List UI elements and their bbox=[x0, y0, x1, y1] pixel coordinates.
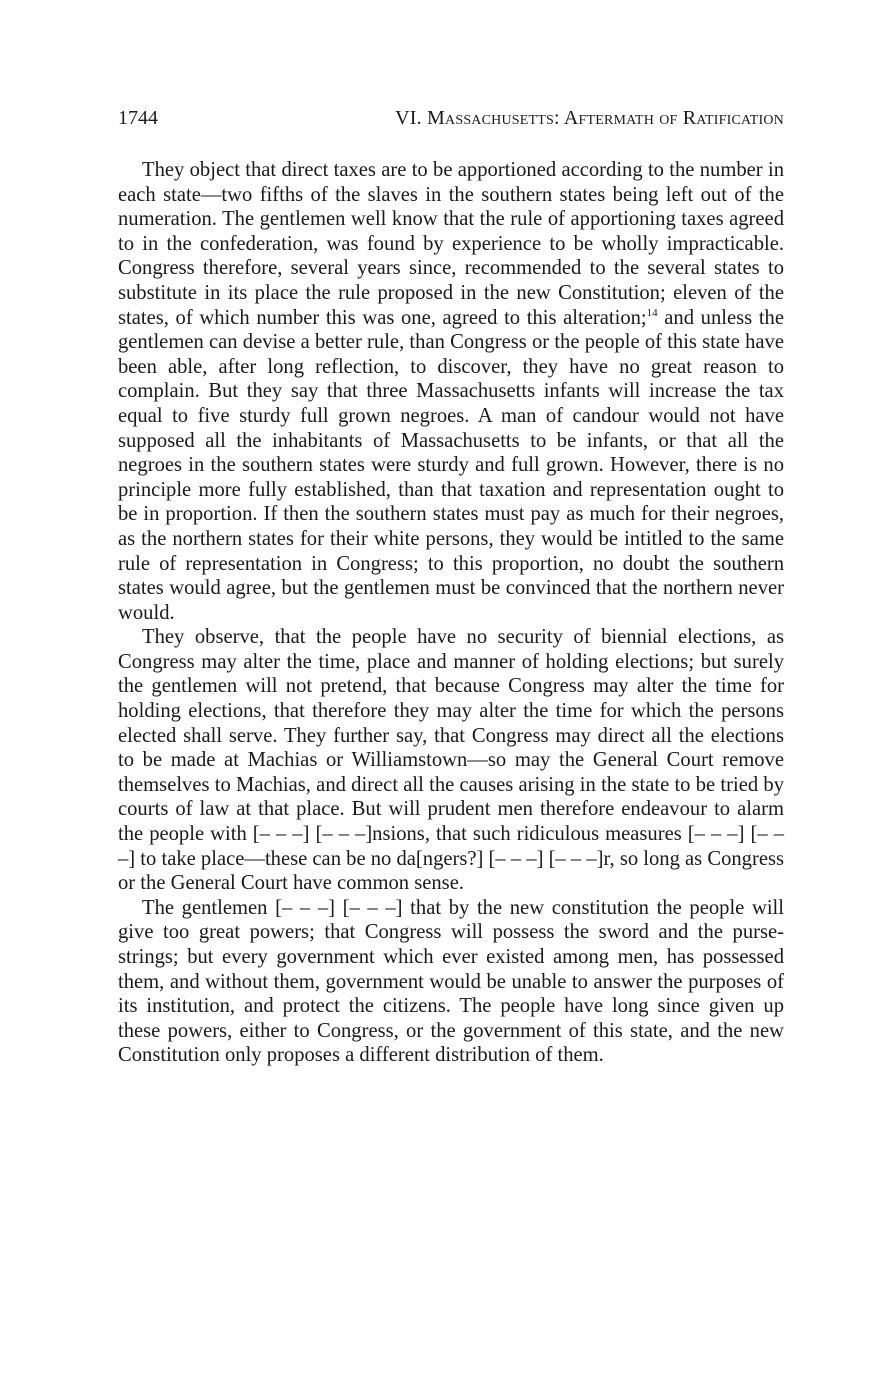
body-text bbox=[118, 158, 784, 1068]
paragraph-taxes bbox=[118, 158, 784, 625]
paragraph-elections: They observe, that the people have no security of biennial elections, as Congress may alter the time, place and manner of holding elections; but surely the gentlemen will not pretend, that because Congress may alter the time for holding elections, that therefore they may alter the time for which the persons elected shall serve. They further say, that Congress may direct all the elections to be made at Machias or Williamstown—so may the General Court remove themselves to Machias, and direct all the causes arising in the state to be tried by courts of law at that place. But will prudent men therefore endeavour to alarm the people with [– – –] [– – –]nsions, that such ridiculous measures [– – –] [– – –] to take place—these can be no da[ngers?] [– – –] [– – –]r, so long as Congress or the General Court have common sense. bbox=[118, 626, 784, 895]
paragraph-taxes-text-after-note: and unless the gentlemen can devise a better rule, than Congress or the people of this state have been able, after long reflection, to discover, they have no great reason to complain. But they say that three Massachusetts infants will increase the tax equal to five sturdy full grown negroes. A man of candour would not have supposed all the inhabitants of Massachusetts to be infants, or that all the negroes in the southern states were sturdy and full grown. However, there is no principle more fully established, than that taxation and representation ought to be in proportion. If then the southern states must pay as much for their negroes, as the northern states for their white persons, they would be intitled to the same rule of representation in Congress; to this proportion, no doubt the southern states would agree, but the gentlemen must be convinced that the northern never would. bbox=[118, 306, 784, 624]
document-page bbox=[118, 104, 784, 1068]
running-title: VI. Massachusetts: Aftermath of Ratification bbox=[395, 107, 784, 129]
paragraph-powers: The gentlemen [– – –] [– – –] that by the new constitution the people will give too great powers; that Congress will possess the sword and the purse-strings; but every government which ever existed among men, has possessed them, and without them, government would be unable to answer the purposes of its institution, and protect the citizens. The people have long since given up these powers, either to Congress, or the government of this state, and the new Constitution only proposes a different distribution of them. bbox=[118, 896, 784, 1067]
page-number: 1744 bbox=[118, 107, 158, 129]
paragraph-taxes-text-before-note: They object that direct taxes are to be apportioned according to the number in each state—two fifths of the slaves in the southern states being left out of the numeration. The gentlemen well know that the rule of apportioning taxes agreed to in the confederation, was found by experience to be wholly impracticable. Congress therefore, several years since, recommended to the several states to substitute in its place the rule proposed in the new Constitution; eleven of the states, of which number this was one, agreed to this alteration; bbox=[118, 159, 784, 329]
running-header bbox=[118, 104, 784, 132]
footnote-reference: 14 bbox=[646, 306, 658, 319]
